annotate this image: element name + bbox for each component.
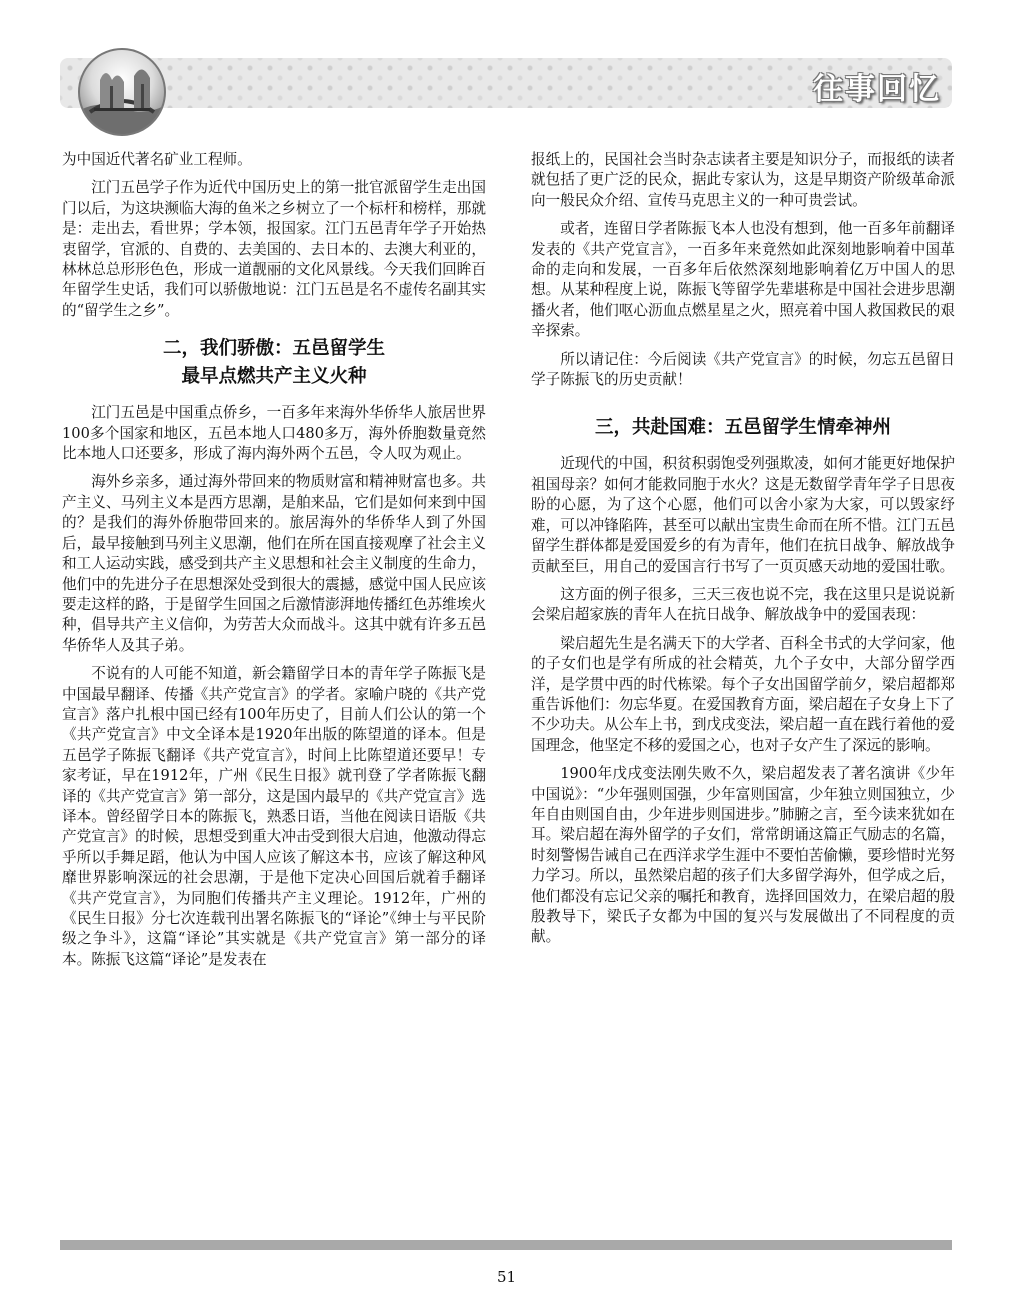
paragraph: 梁启超先生是名满天下的大学者、百科全书式的大学问家，他的子女们也是学有所成的社会精英，九个子女中，大部分留学西洋，是学贯中西的时代栋梁。每个子女出国留学前夕，梁启超都郑重告诉他们：勿忘华夏。在爱国教育方面，梁启超在子女身上下了不少功夫。从公车上书，到戊戌变法，梁启超一直在践行着他的爱国理念，他坚定不移的爱国之心，也对子女产生了深远的影响。 [531,634,955,754]
section-title: 往事回忆 [813,72,941,107]
page-number: 51 [496,1268,517,1286]
landscape-icon [80,50,164,134]
paragraph: 或者，连留日学者陈振飞本人也没有想到，他一百多年前翻译发表的《共产党宣言》，一百多年来竟然如此深刻地影响着中国革命的走向和发展，一百多年后依然深刻地影响着亿万中国人的思想。从某种程度上说，陈振飞等留学先辈堪称是中国社会进步思潮播火者，他们呕心沥血点燃星星之火，照亮着中国人救国救民的艰辛探索。 [531,220,955,340]
section-heading-2 [62,335,486,391]
paragraph: 江门五邑学子作为近代中国历史上的第一批官派留学生走出国门以后，为这块濒临大海的鱼米之乡树立了一个标杆和榜样，那就是：走出去，看世界；学本领，报国家。江门五邑青年学子开始热衷留学，官派的、自费的、去美国的、去日本的、去澳大利亚的，林林总总形形色色，形成一道靓丽的文化风景线。今天我们回眸百年留学生史话，我们可以骄傲地说：江门五邑是名不虚传名副其实的“留学生之乡”。 [62,179,486,319]
right-column [531,150,955,956]
paragraph: 所以请记住：今后阅读《共产党宣言》的时候，勿忘五邑留日学子陈振飞的历史贡献！ [531,350,955,389]
paragraph: 不说有的人可能不知道，新会籍留学日本的青年学子陈振飞是中国最早翻译、传播《共产党宣言》的学者。家喻户晓的《共产党宣言》落户扎根中国已经有100年历史了，目前人们公认的第一个《共产党宣言》中文全译本是1920年出版的陈望道的译本。但是五邑学子陈振飞翻译《共产党宣言》，时间上比陈望道还要早！专家考证，早在1912年，广州《民生日报》就刊登了学者陈振飞翻译的《共产党宣言》第一部分，这是国内最早的《共产党宣言》选译本。曾经留学日本的陈振飞，熟悉日语，当他在阅读日语版《共产党宣言》的时候，思想受到重大冲击受到很大启迪，他激动得忘乎所以手舞足蹈，他认为中国人应该了解这本书，应该了解这种风靡世界影响深远的社会思潮，于是他下定决心回国后就着手翻译《共产党宣言》，为同胞们传播共产主义理论。1912年，广州的《民生日报》分七次连载刊出署名陈振飞的“译论”《绅士与平民阶级之争斗》，这篇“译论”其实就是《共产党宣言》第一部分的译本。陈振飞这篇“译论”是发表在 [62,665,486,968]
section-heading-3: 三，共赴国难：五邑留学生情牵神州 [594,417,891,439]
heading-line: 最早点燃共产主义火种 [181,366,367,388]
header-emblem-image [78,48,166,136]
heading-line: 二，我们骄傲：五邑留学生 [162,338,385,360]
paragraph: 报纸上的，民国社会当时杂志读者主要是知识分子，而报纸的读者就包括了更广泛的民众，据此专家认为，这是早期资产阶级革命派向一般民众介绍、宣传马克思主义的一种可贵尝试。 [531,151,955,209]
paragraph: 1900年戊戌变法刚失败不久，梁启超发表了著名演讲《少年中国说》：“少年强则国强，少年富则国富，少年独立则国独立，少年自由则国自由，少年进步则国进步。”肺腑之言，至今读来犹如在耳。梁启超在海外留学的子女们，常常朗诵这篇正气励志的名篇，时刻警惕告诫自己在西洋求学生涯中不要怕苦偷懒，要珍惜时光努力学习。所以，虽然梁启超的孩子们大多留学海外，但学成之后，他们都没有忘记父亲的嘱托和教育，选择回国效力，在梁启超的殷殷教导下，梁氏子女都为中国的复兴与发展做出了不同程度的贡献。 [531,765,955,946]
paragraph: 这方面的例子很多，三天三夜也说不完，我在这里只是说说新会梁启超家族的青年人在抗日战争、解放战争中的爱国表现： [531,585,955,624]
paragraph: 江门五邑是中国重点侨乡，一百多年来海外华侨华人旅居世界100多个国家和地区，五邑本地人口480多万，海外侨胞数量竟然比本地人口还要多，形成了海内海外两个五邑，令人叹为观止。 [62,404,486,463]
paragraph: 海外乡亲多，通过海外带回来的物质财富和精神财富也多。共产主义、马列主义本是西方思潮，是舶来品，它们是如何来到中国的？是我们的海外侨胞带回来的。旅居海外的华侨华人到了外国后，最早接触到马列主义思潮，他们在所在国直接观摩了社会主义和工人运动实践，感受到共产主义思想和社会主义制度的生命力，他们中的先进分子在思想深处受到很大的震撼，感觉中国人民应该要走这样的路，于是留学生回国之后激情澎湃地传播红色苏维埃火种，倡导共产主义信仰，为劳苦大众而战斗。这其中就有许多五邑华侨华人及其子弟。 [62,473,486,654]
paragraph: 近现代的中国，积贫积弱饱受列强欺凌，如何才能更好地保护祖国母亲？如何才能救同胞于水火？这是无数留学青年学子日思夜盼的心愿，为了这个心愿，他们可以舍小家为大家，可以毁家纾难，可以冲锋陷阵，甚至可以献出宝贵生命而在所不惜。江门五邑留学生群体都是爱国爱乡的有为青年，他们在抗日战争、解放战争贡献至巨，用自己的爱国言行书写了一页页感天动地的爱国壮歌。 [531,455,955,575]
footer-divider [60,1240,952,1250]
paragraph: 为中国近代著名矿业工程师。 [62,151,252,168]
left-column [62,150,486,978]
